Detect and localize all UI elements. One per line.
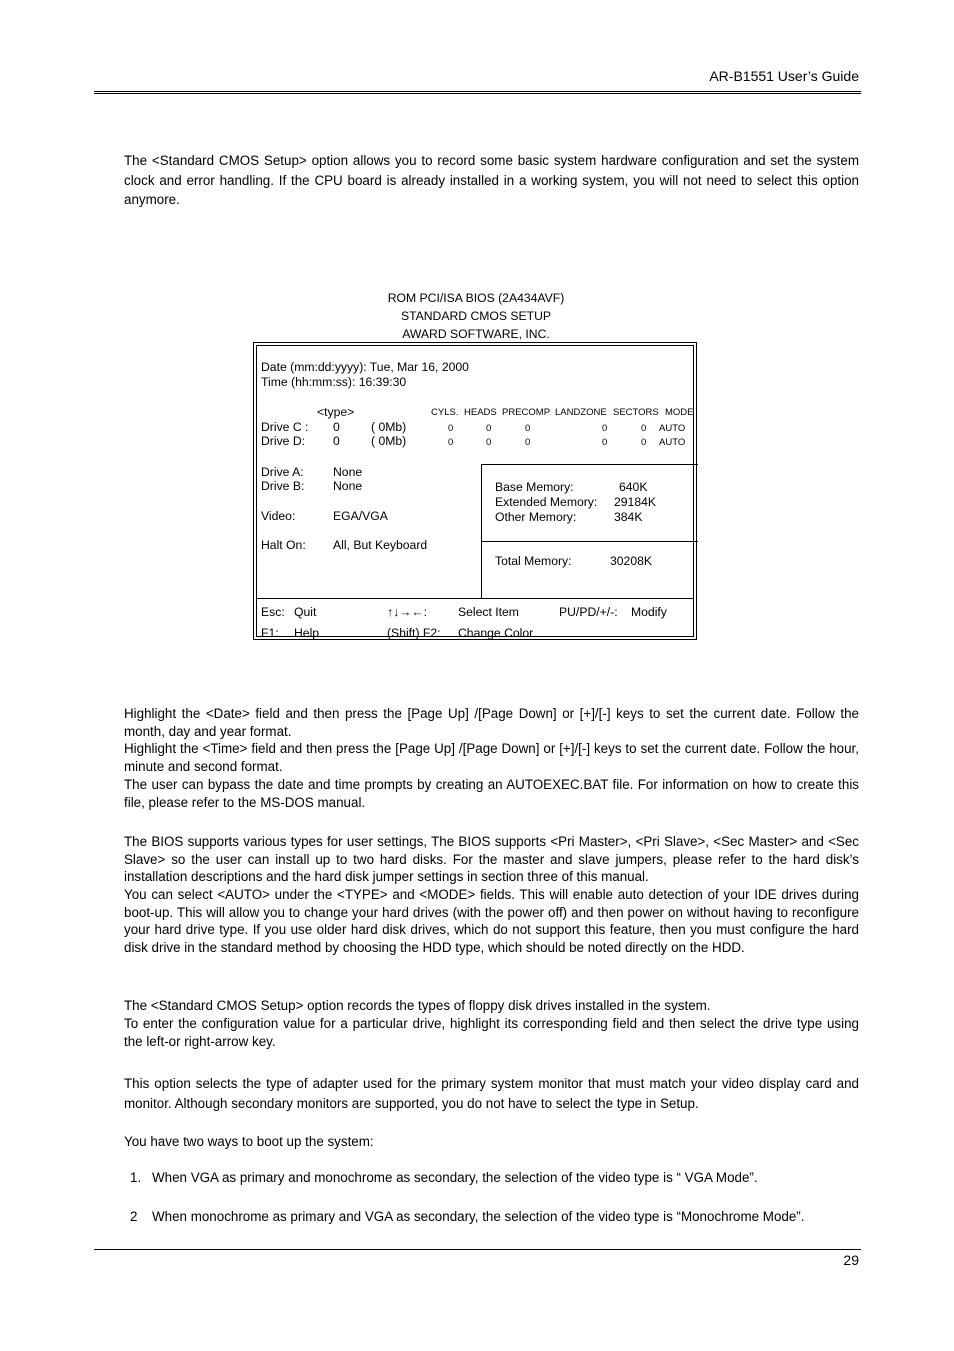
type-label: <type>: [317, 405, 355, 419]
auto-detect-paragraph: You can select <AUTO> under the <TYPE> and <MODE> fields. This will enable auto detection of your IDE drives during boot-up. This will allow you to change your hard drives (with the power off) and then power on without having to reconfigure your hard drive type. If you use older hard disk drives, which do not support this feature, then you must configure the hard disk drive in the standard method by choosing the HDD type, which should be noted directly on the HDD.: [124, 887, 859, 956]
drive-d-type: 0: [333, 434, 340, 448]
video-label: Video:: [261, 509, 296, 523]
bios-screen: [253, 342, 697, 640]
col-heads: HEADS: [464, 407, 497, 418]
drive-b-value[interactable]: None: [333, 479, 363, 493]
list-item-number: 2: [130, 1209, 138, 1224]
modify-action: Modify: [631, 605, 667, 619]
drive-d-cyls: 0: [448, 437, 454, 448]
page-number: 29: [843, 1252, 859, 1268]
drive-c-sectors: 0: [641, 423, 647, 434]
drive-c-landzone: 0: [602, 423, 608, 434]
floppy-config-paragraph: To enter the configuration value for a particular drive, highlight its corresponding field and then select the drive type using the left-or right-arrow key.: [124, 1016, 859, 1049]
f1-key: F1:: [261, 626, 279, 640]
footer-rule: [94, 1249, 861, 1250]
bios-title-line: ROM PCI/ISA BIOS (2A434AVF): [387, 291, 565, 305]
hard-disk-paragraph: The BIOS supports various types for user settings, The BIOS supports <Pri Master>, <Pri Slave>, <Sec Master> and <Sec Slave> so the user can install up to two hard disks. For the master and slave jumpers, please refer to the hard disk’s installation descriptions and the hard disk jumper settings in section three of this manual.: [124, 834, 859, 885]
col-precomp: PRECOMP: [502, 407, 551, 418]
drive-d-landzone: 0: [602, 437, 608, 448]
date-paragraph: Highlight the <Date> field and then press the [Page Up] /[Page Down] or [+]/[-] keys to set the current date. Follow the month, day and year format.: [124, 706, 859, 739]
bios-screen-inner: [256, 345, 694, 640]
drive-d-sectors: 0: [641, 437, 647, 448]
drive-a-label: Drive A:: [261, 465, 304, 479]
col-cyls: CYLS.: [431, 407, 459, 418]
f1-action: Help: [294, 626, 320, 640]
list-item-number: 1.: [130, 1170, 142, 1185]
drive-d-heads: 0: [486, 437, 492, 448]
drive-a-value[interactable]: None: [333, 465, 363, 479]
bios-title: [300, 289, 652, 343]
drive-d-size: ( 0Mb): [371, 434, 407, 448]
list-item-text: When VGA as primary and monochrome as secondary, the selection of the video type is “ VGA Mode”.: [152, 1170, 758, 1185]
drive-d-mode: AUTO: [659, 437, 686, 448]
drive-c-cyls: 0: [448, 423, 454, 434]
col-sectors: SECTORS: [613, 407, 659, 418]
drive-c-precomp: 0: [525, 423, 531, 434]
intro-paragraph: The <Standard CMOS Setup> option allows you to record some basic system hardware configuration and set the system clock and error handling. If the CPU board is already installed in a working system, you will not need to select this option anymore.: [124, 153, 859, 207]
col-mode: MODE: [665, 407, 694, 418]
arrows-key: ↑↓→←:: [387, 605, 427, 619]
memory-panel: [481, 464, 698, 598]
memory-divider: [482, 541, 698, 542]
bios-date: Date (mm:dd:yyyy): Tue, Mar 16, 2000: [261, 360, 469, 374]
bios-title-line: STANDARD CMOS SETUP: [400, 309, 552, 323]
other-memory-value: 384K: [614, 510, 643, 524]
time-paragraph: Highlight the <Time> field and then press the [Page Up] /[Page Down] or [+]/[-] keys to set the current date. Follow the hour, minute and second format.: [124, 741, 859, 774]
drive-b-label: Drive B:: [261, 479, 305, 493]
bios-title-line: AWARD SOFTWARE, INC.: [402, 327, 550, 341]
boot-intro: You have two ways to boot up the system:: [124, 1134, 374, 1149]
base-memory-value: 640K: [619, 480, 648, 494]
base-memory-label: Base Memory:: [495, 480, 574, 494]
video-paragraph: This option selects the type of adapter used for the primary system monitor that must match your video display card and monitor. Although secondary monitors are supported, you do not have to select the type in Setup.: [124, 1076, 859, 1111]
esc-action: Quit: [294, 605, 317, 619]
total-memory-value: 30208K: [610, 554, 653, 568]
floppy-paragraph: The <Standard CMOS Setup> option records the types of floppy disk drives installed in the system.: [124, 998, 711, 1013]
video-value[interactable]: EGA/VGA: [333, 509, 388, 523]
drive-c-size: ( 0Mb): [371, 420, 407, 434]
total-memory-label: Total Memory:: [495, 554, 572, 568]
col-landzone: LANDZONE: [555, 407, 607, 418]
drive-d-precomp: 0: [525, 437, 531, 448]
extended-memory-value: 29184K: [614, 495, 657, 509]
shift-f2-key: (Shift) F2:: [387, 626, 441, 640]
esc-key: Esc:: [261, 605, 285, 619]
drive-c-mode: AUTO: [659, 423, 686, 434]
arrows-action: Select Item: [458, 605, 519, 619]
halt-on-value[interactable]: All, But Keyboard: [333, 538, 428, 552]
drive-d-label: Drive D:: [261, 434, 306, 448]
autoexec-paragraph: The user can bypass the date and time prompts by creating an AUTOEXEC.BAT file. For information on how to create this file, please refer to the MS-DOS manual.: [124, 777, 859, 810]
extended-memory-label: Extended Memory:: [495, 495, 598, 509]
list-item-text: When monochrome as primary and VGA as secondary, the selection of the video type is “Monochrome Mode”.: [152, 1209, 805, 1224]
other-memory-label: Other Memory:: [495, 510, 577, 524]
key-help-divider: [257, 598, 693, 599]
drive-c-label: Drive C :: [261, 420, 309, 434]
bios-time: Time (hh:mm:ss): 16:39:30: [261, 375, 407, 389]
modify-key: PU/PD/+/-:: [559, 605, 618, 619]
shift-f2-action: Change Color: [458, 626, 534, 640]
drive-c-heads: 0: [486, 423, 492, 434]
document-header-title: AR-B1551 User’s Guide: [709, 68, 859, 84]
header-rule: [94, 91, 861, 94]
halt-on-label: Halt On:: [261, 538, 306, 552]
drive-c-type: 0: [333, 420, 340, 434]
